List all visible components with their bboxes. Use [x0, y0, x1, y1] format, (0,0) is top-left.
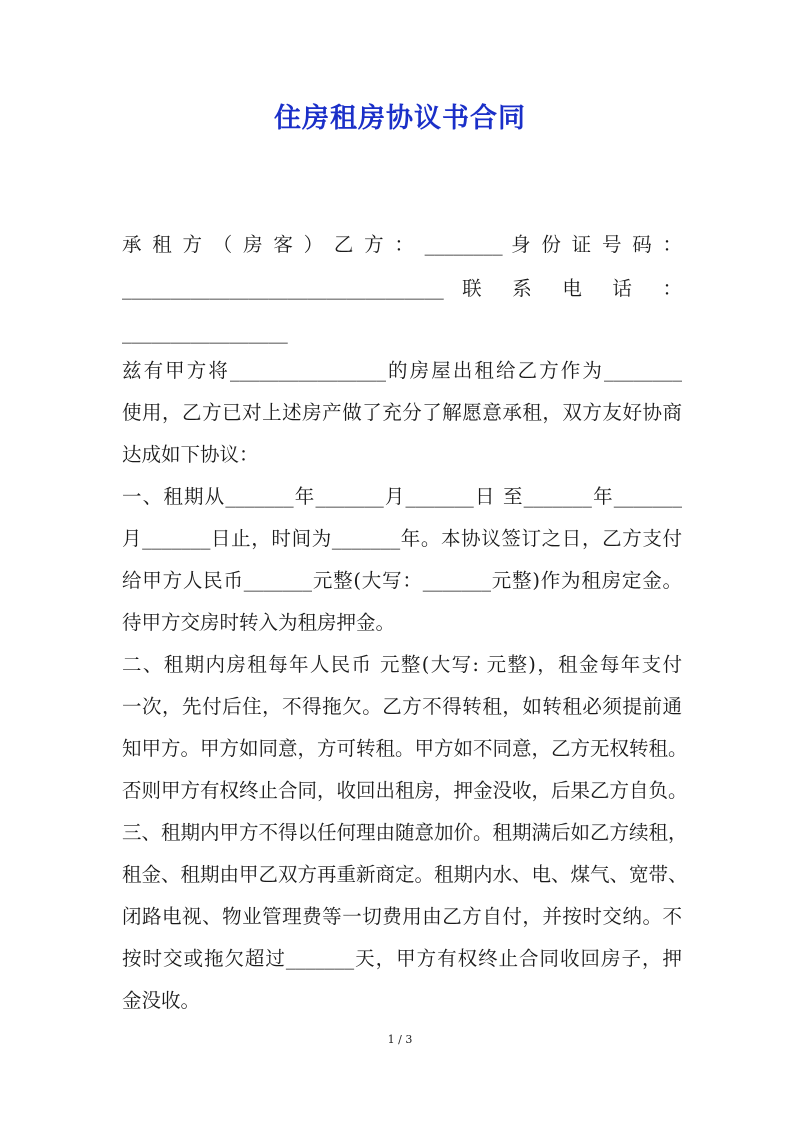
text-line: 兹有甲方将________________的房屋出租给乙方作为________: [122, 359, 682, 382]
text-line: 租金、租期由甲乙双方再重新商定。租期内水、电、煤气、宽带、: [122, 863, 688, 886]
text-line: 闭路电视、物业管理费等一切费用由乙方自付，并按时交纳。不: [122, 905, 682, 928]
page-number: 1 / 3: [387, 1033, 413, 1046]
text-line: 月_______日止，时间为_______年。本协议签订之日，乙方支付: [122, 527, 682, 550]
text-line: 一次，先付后住，不得拖欠。乙方不得转租，如转租必须提前通: [122, 695, 682, 718]
text-line: _________________________________ 联 系 电 话 ：: [122, 277, 682, 300]
text-line: 二、租期内房租每年人民币 元整(大写: 元整)，租金每年支付: [122, 653, 682, 676]
text-line: 使用，乙方已对上述房产做了充分了解愿意承租，双方友好协商: [122, 401, 682, 424]
text-line: 承 租 方 （ 房 客 ） 乙 方 ： ________ 身 份 证 号 码 ：: [122, 233, 682, 256]
text-line: 按时交或拖欠超过_______天，甲方有权终止合同收回房子，押: [122, 947, 682, 970]
text-line: 一、租期从_______年_______月_______日 至_______年_______: [122, 485, 682, 508]
text-line: 否则甲方有权终止合同，收回出租房，押金没收，后果乙方自负。: [122, 779, 688, 802]
document-title: 住房租房协议书合同: [274, 103, 526, 134]
text-line: 知甲方。甲方如同意，方可转租。甲方如不同意，乙方无权转租。: [122, 737, 688, 760]
text-line: _________________: [122, 321, 288, 344]
text-line: 给甲方人民币_______元整(大写：_______元整)作为租房定金。: [122, 569, 682, 592]
text-line: 三、租期内甲方不得以任何理由随意加价。租期满后如乙方续租，: [122, 821, 688, 844]
text-line: 达成如下协议：: [122, 443, 259, 466]
text-line: 待甲方交房时转入为租房押金。: [122, 611, 396, 634]
text-line: 金没收。: [122, 989, 201, 1012]
